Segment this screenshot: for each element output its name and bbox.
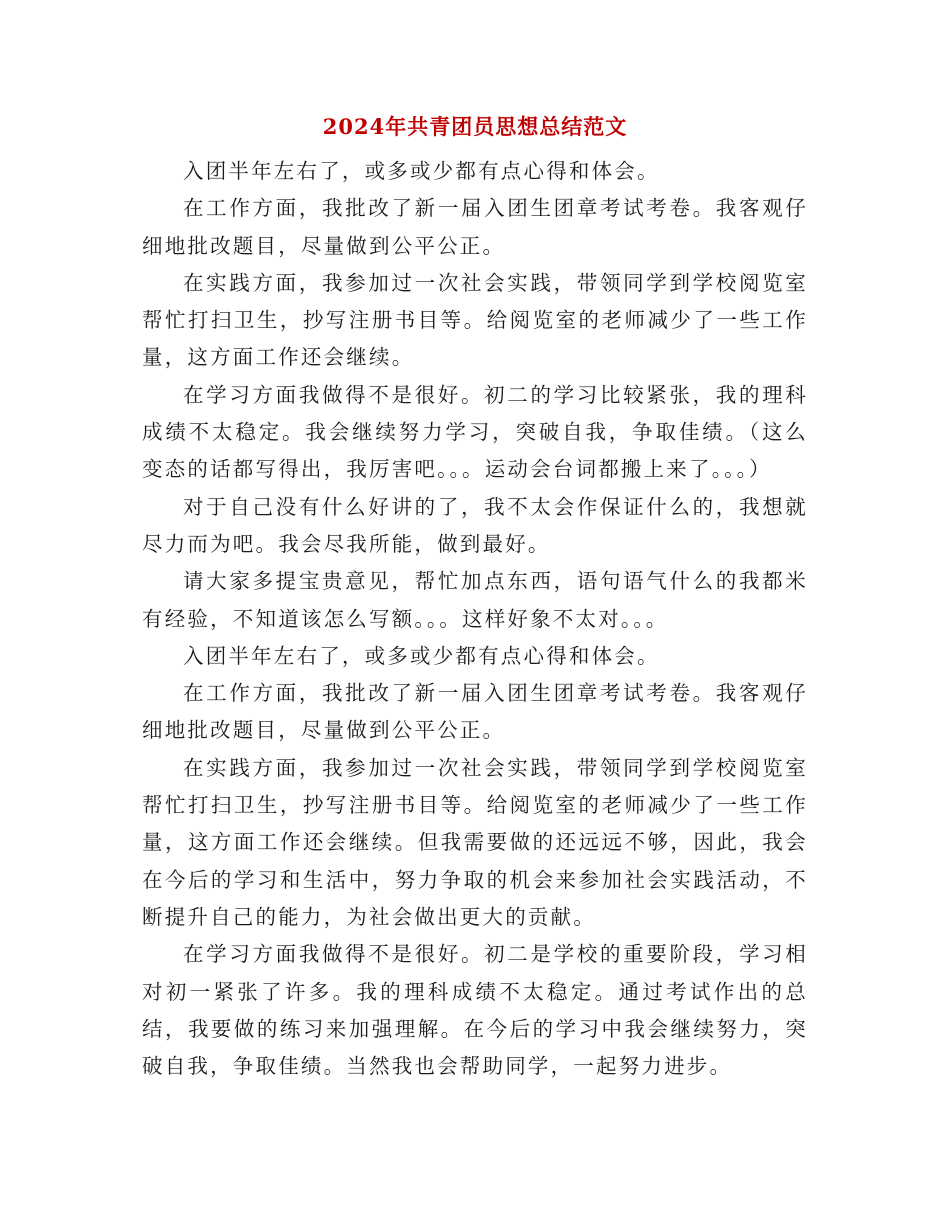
document-title: 2024年共青团员思想总结范文 [322, 114, 628, 139]
paragraph: 在实践方面，我参加过一次社会实践，带领同学到学校阅览室帮忙打扫卫生，抄写注册书目等。给阅览室的老师减少了一些工作量，这方面工作还会继续。但我需要做的还远远不够，因此，我会在今后的学习和生活中，努力争取的机会来参加社会实践活动，不断提升自己的能力，为社会做出更大的贡献。 [142, 755, 808, 929]
document-page [142, 112, 808, 1085]
paragraph: 对于自己没有什么好讲的了，我不太会作保证什么的，我想就尽力而为吧。我会尽我所能，做到最好。 [142, 494, 808, 556]
paragraph: 入团半年左右了，或多或少都有点心得和体会。 [183, 643, 660, 668]
paragraph: 在工作方面，我批改了新一届入团生团章考试考卷。我客观仔细地批改题目，尽量做到公平公正。 [142, 681, 808, 743]
paragraph: 请大家多提宝贵意见，帮忙加点东西，语句语气什么的我都米有经验，不知道该怎么写额。。。这样好象不太对。。。 [142, 569, 808, 631]
paragraph: 在工作方面，我批改了新一届入团生团章考试考卷。我客观仔细地批改题目，尽量做到公平公正。 [142, 196, 808, 258]
paragraph: 在学习方面我做得不是很好。初二的学习比较紧张，我的理科成绩不太稳定。我会继续努力学习，突破自我，争取佳绩。（这么变态的话都写得出，我厉害吧。。。运动会台词都搬上来了。。。） [142, 382, 808, 482]
paragraph: 在学习方面我做得不是很好。初二是学校的重要阶段，学习相对初一紧张了许多。我的理科成绩不太稳定。通过考试作出的总结，我要做的练习来加强理解。在今后的学习中我会继续努力，突破自我，争取佳绩。当然我也会帮助同学，一起努力进步。 [142, 942, 808, 1079]
paragraph: 入团半年左右了，或多或少都有点心得和体会。 [183, 159, 660, 183]
paragraph: 在实践方面，我参加过一次社会实践，带领同学到学校阅览室帮忙打扫卫生，抄写注册书目等。给阅览室的老师减少了一些工作量，这方面工作还会继续。 [142, 270, 808, 370]
